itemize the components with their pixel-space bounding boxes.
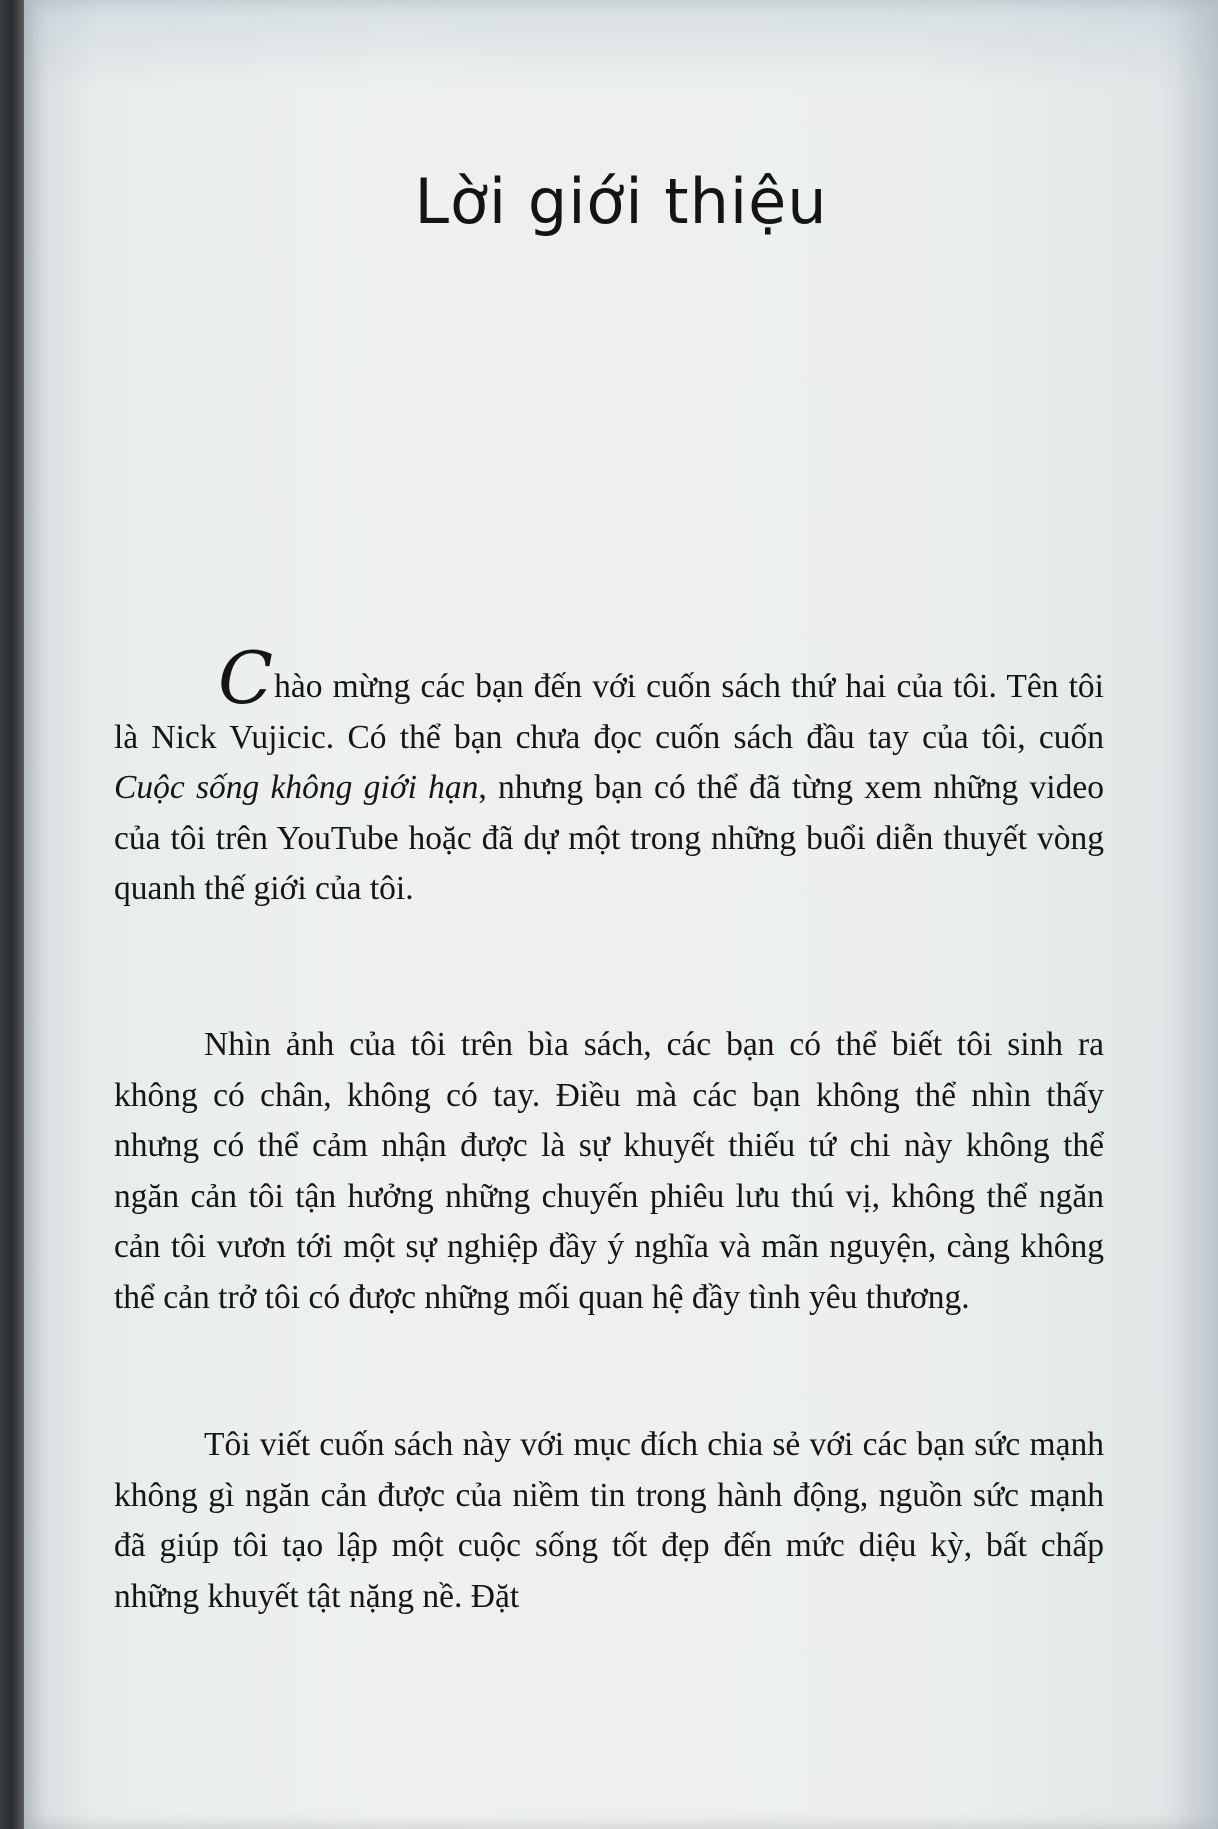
paragraph-text: hào mừng các bạn đến với cuốn sách thứ hai của tôi. Tên tôi là Nick Vujicic. Có thể bạn chưa đọc cuốn sách đầu tay của tôi, cuốn bbox=[114, 668, 1104, 756]
book-page bbox=[24, 0, 1218, 1829]
book-title-italic: Cuộc sống không giới hạn bbox=[114, 769, 479, 806]
page-content bbox=[24, 0, 1218, 1829]
paragraph-cover-description: Nhìn ảnh của tôi trên bìa sách, các bạn có thể biết tôi sinh ra không có chân, không có tay. Điều mà các bạn không thể nhìn thấy nhưng có thể cảm nhận được là sự khuyết thiếu tứ chi này không thể ngăn cản tôi tận hưởng những chuyến phiêu lưu thú vị, không thể ngăn cản tôi vươn tới một sự nghiệp đầy ý nghĩa và mãn nguyện, càng không thể cản trở tôi có được những mối quan hệ đầy tình yêu thương. bbox=[114, 1026, 1104, 1316]
paragraph-intro bbox=[114, 636, 1104, 915]
paragraph-purpose: Tôi viết cuốn sách này với mục đích chia sẻ với các bạn sức mạnh không gì ngăn cản được của niềm tin trong hành động, nguồn sức mạnh đã giúp tôi tạo lập một cuộc sống tốt đẹp đến mức diệu kỳ, bất chấp những khuyết tật nặng nề. Đặt bbox=[114, 1426, 1104, 1615]
chapter-title: Lời giới thiệu bbox=[414, 165, 828, 238]
paragraph-text: , nhưng bạn có thể đã từng xem những video của tôi trên YouTube hoặc đã dự một trong những buổi diễn thuyết vòng quanh thế giới của tôi. bbox=[114, 769, 1104, 907]
drop-cap: C bbox=[218, 636, 274, 720]
